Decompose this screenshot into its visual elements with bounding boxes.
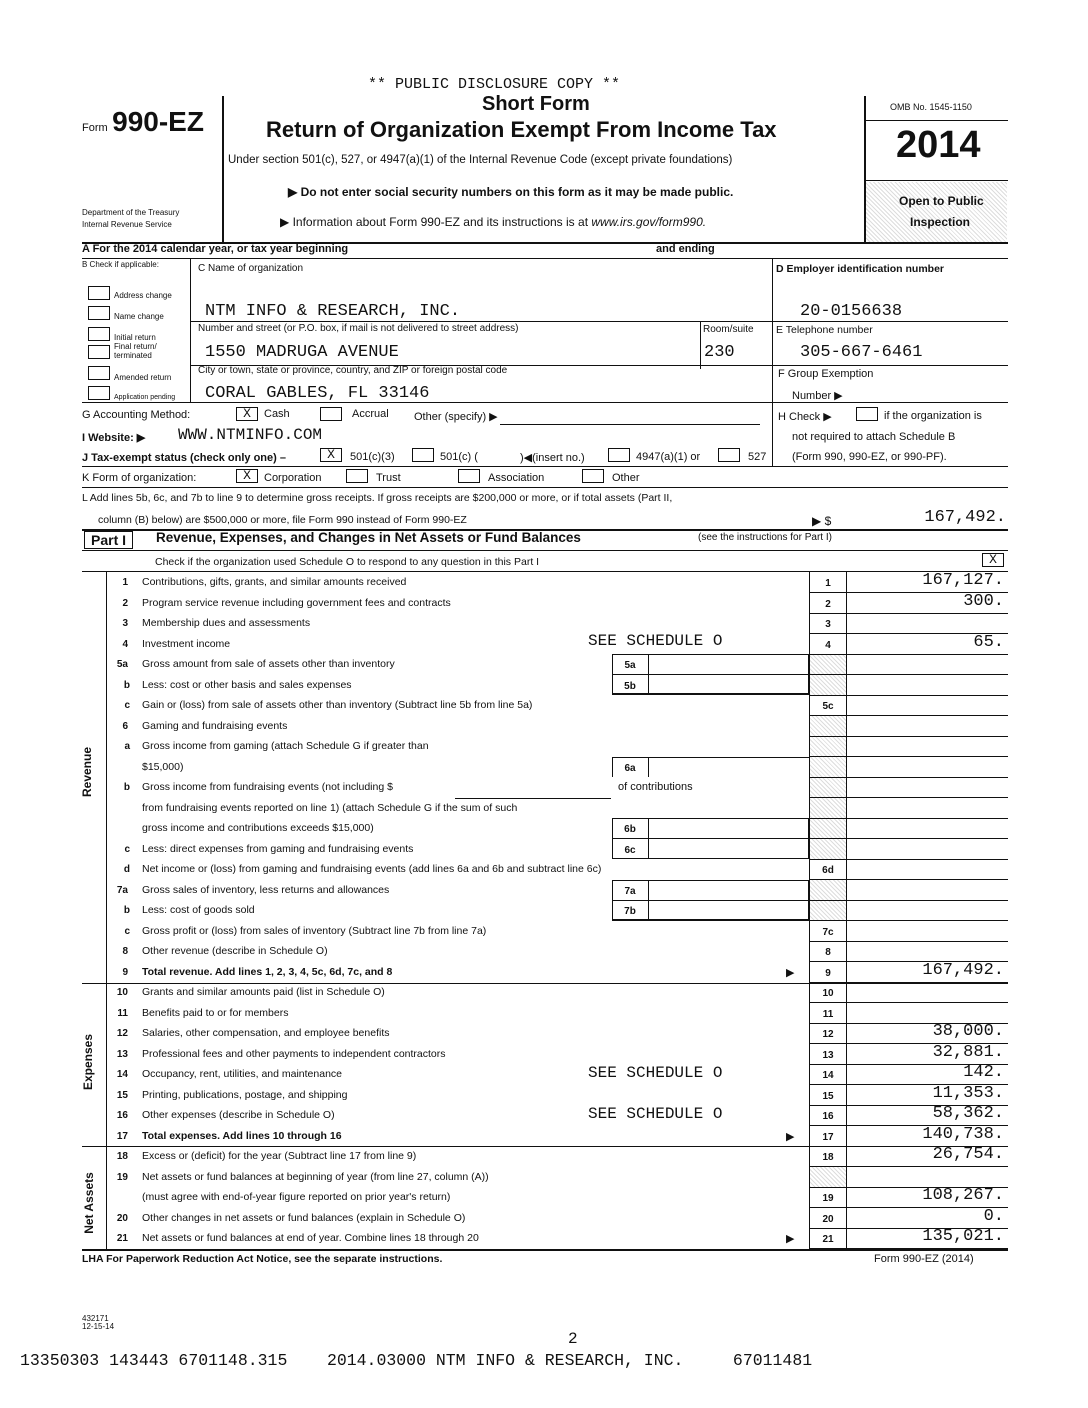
line-box-5a: 5a	[624, 660, 636, 671]
line-number: 13	[116, 1049, 128, 1060]
tax-exempt-label: J Tax-exempt status (check only one) –	[82, 452, 286, 464]
form-subtitle: Under section 501(c), 527, or 4947(a)(1) of the Internal Revenue Code (except private foundations)	[228, 154, 733, 166]
part1-badge: Part I	[84, 531, 133, 549]
line-l-arrow: ▶ $	[812, 514, 832, 528]
check-applicable-label: B Check if applicable:	[82, 260, 159, 269]
form-prefix: Form	[82, 122, 108, 134]
line-value-19[interactable]: 108,267.	[922, 1186, 1004, 1205]
line-number: 14	[116, 1069, 128, 1080]
line-number: c	[124, 844, 130, 855]
line-box-6c: 6c	[624, 845, 636, 856]
line-box-8: 8	[825, 947, 831, 958]
line-box-6d: 6d	[822, 865, 834, 876]
line-description: Net assets or fund balances at beginning of year (from line 27, column (A))	[142, 1171, 489, 1183]
lha-notice: LHA For Paperwork Reduction Act Notice, see the separate instructions.	[82, 1253, 443, 1265]
checkbox-address-change[interactable]	[88, 286, 110, 300]
form-label	[82, 106, 204, 138]
public-disclosure: ** PUBLIC DISCLOSURE COPY **	[368, 76, 621, 93]
line-description: Total revenue. Add lines 1, 2, 3, 4, 5c, 6d, 7c, and 8	[142, 966, 393, 978]
line-description: Gross profit or (loss) from sales of inventory (Subtract line 7b from line 7a)	[142, 925, 487, 937]
city-state-zip: CORAL GABLES, FL 33146	[205, 384, 430, 403]
line-number: 10	[116, 987, 128, 998]
line-description: Printing, publications, postage, and shipping	[142, 1089, 348, 1101]
line-value-18[interactable]: 26,754.	[932, 1145, 1004, 1164]
line-description: Professional fees and other payments to independent contractors	[142, 1048, 446, 1060]
website-value: WWW.NTMINFO.COM	[178, 426, 323, 444]
gross-receipts-value: 167,492.	[924, 508, 1006, 527]
line-number: b	[123, 905, 130, 916]
h-text-3: not required to attach Schedule B	[792, 431, 956, 443]
ssn-notice: ▶ Do not enter social security numbers on this form as it may be made public.	[288, 185, 734, 199]
line-description: Program service revenue including government fees and contracts	[142, 597, 451, 609]
line-description: gross income and contributions exceeds $15,000)	[142, 822, 374, 834]
line-box-17: 17	[822, 1132, 834, 1143]
line-value-13[interactable]: 32,881.	[932, 1043, 1004, 1062]
line-description: from fundraising events reported on line 1) (attach Schedule G if the sum of such	[142, 802, 518, 814]
line-value-20[interactable]: 0.	[983, 1207, 1004, 1226]
line-number: 3	[122, 618, 128, 629]
org-name-label: C Name of organization	[198, 263, 304, 274]
line-box-11: 11	[822, 1009, 834, 1020]
checkbox-amended-return[interactable]	[88, 366, 110, 380]
net-assets-side-label: Net Assets	[81, 1172, 96, 1234]
checkbox-schedule-b[interactable]	[856, 407, 878, 421]
line-number: 9	[122, 967, 128, 978]
label-address-change: Address change	[114, 291, 172, 300]
line-box-2: 2	[825, 599, 831, 610]
checkbox-association[interactable]	[458, 469, 480, 483]
label-insert-no: )◀(insert no.)	[520, 452, 585, 464]
line-description: Investment income	[142, 638, 231, 650]
irs-label: Internal Revenue Service	[82, 220, 172, 229]
label-501c3: 501(c)(3)	[350, 451, 395, 463]
h-text-2: if the organization is	[884, 410, 982, 422]
checkbox-other-org[interactable]	[582, 469, 604, 483]
line-value-17[interactable]: 140,738.	[922, 1125, 1004, 1144]
form-footer: Form 990-EZ (2014)	[874, 1253, 974, 1265]
line-description: Gaming and fundraising events	[142, 720, 288, 732]
line-description: (must agree with end-of-year figure reported on prior year's return)	[142, 1191, 451, 1203]
irs-link[interactable]: www.irs.gov/form990.	[591, 215, 707, 229]
contributions-label: of contributions	[618, 781, 693, 793]
city-label: City or town, state or province, country, and ZIP or foreign postal code	[198, 365, 508, 376]
line-description: Gross amount from sale of assets other than inventory	[142, 658, 395, 670]
open-public-box	[865, 182, 1007, 242]
line-number: 8	[122, 946, 128, 957]
line-description: Gain or (loss) from sale of assets other than inventory (Subtract line 5b from line 5a)	[142, 699, 533, 711]
line-box-7a: 7a	[624, 886, 636, 897]
line-description: Gross sales of inventory, less returns and allowances	[142, 884, 390, 896]
line-description: Membership dues and assessments	[142, 617, 311, 629]
line-number: 2	[122, 598, 128, 609]
line-value-16[interactable]: 58,362.	[932, 1104, 1004, 1123]
line-value-12[interactable]: 38,000.	[932, 1022, 1004, 1041]
label-accrual: Accrual	[352, 408, 389, 420]
checkbox-accrual[interactable]	[320, 407, 342, 421]
street-address: 1550 MADRUGA AVENUE	[205, 343, 399, 362]
line-box-20: 20	[822, 1214, 834, 1225]
label-trust: Trust	[376, 472, 401, 484]
line-box-9: 9	[825, 968, 831, 979]
line-description: Other expenses (describe in Schedule O)	[142, 1109, 335, 1121]
revenue-side-label: Revenue	[80, 746, 95, 798]
line-box-18: 18	[822, 1152, 834, 1163]
line-box-13: 13	[822, 1050, 834, 1061]
line-description: Net income or (loss) from gaming and fundraising events (add lines 6a and 6b and subtract line 6c)	[142, 863, 602, 875]
line-box-16: 16	[822, 1111, 834, 1122]
shade-19a	[810, 1167, 846, 1187]
label-4947: 4947(a)(1) or	[636, 451, 701, 463]
checkbox-corporation[interactable]: X	[236, 469, 258, 483]
line-value-21[interactable]: 135,021.	[922, 1227, 1004, 1246]
line-value-1[interactable]: 167,127.	[922, 571, 1004, 590]
line-number: b	[123, 782, 130, 793]
line-number: 17	[116, 1131, 128, 1142]
line-number: d	[123, 864, 130, 875]
arrow-icon: ▶	[786, 1233, 795, 1245]
line-value-2[interactable]: 300.	[963, 592, 1004, 611]
arrow-icon: ▶	[786, 967, 795, 979]
checkbox-527[interactable]	[718, 448, 740, 462]
line-number: a	[124, 741, 130, 752]
label-application-pending: Application pending	[114, 394, 176, 401]
line-box-19: 19	[822, 1193, 834, 1204]
checkbox-501c[interactable]	[412, 448, 434, 462]
line-description: Salaries, other compensation, and employee benefits	[142, 1027, 390, 1039]
row-a-ending: and ending	[656, 243, 715, 255]
line-box-6b: 6b	[624, 824, 636, 835]
checkbox-501c3[interactable]: X	[320, 448, 342, 462]
info-notice: ▶ Information about Form 990-EZ and its instructions is at www.irs.gov/form990.	[280, 215, 707, 229]
label-other-specify: Other (specify) ▶	[414, 411, 498, 423]
line-number: 1	[122, 577, 128, 588]
line-number: b	[123, 680, 130, 691]
line-box-15: 15	[822, 1091, 834, 1102]
row-a: A For the 2014 calendar year, or tax year beginning	[82, 243, 349, 255]
page-number: 2	[568, 1330, 578, 1348]
line-box-14: 14	[822, 1070, 834, 1081]
line-description: Occupancy, rent, utilities, and maintenance	[142, 1068, 342, 1080]
org-name: NTM INFO & RESEARCH, INC.	[205, 302, 461, 321]
line-box-5b: 5b	[624, 681, 636, 692]
ein-value: 20-0156638	[800, 302, 903, 321]
line-description: Gross income from fundraising events (not including $	[142, 781, 393, 793]
line-number: c	[124, 926, 130, 937]
open-public-1: Open to Public	[899, 194, 984, 208]
line-number: 15	[116, 1090, 128, 1101]
label-501c: 501(c) (	[440, 451, 478, 463]
line-number: 18	[116, 1151, 128, 1162]
line-description: Grants and similar amounts paid (list in Schedule O)	[142, 986, 385, 998]
line-number: c	[124, 700, 130, 711]
line-value-14[interactable]: 142.	[963, 1063, 1004, 1082]
line-description: Benefits paid to or for members	[142, 1007, 289, 1019]
line-box-10: 10	[822, 988, 834, 999]
schedule-o-ref-4: SEE SCHEDULE O	[588, 632, 723, 650]
line-number: 6	[122, 721, 128, 732]
website-label: I Website: ▶	[82, 432, 146, 444]
checkbox-application-pending[interactable]	[88, 386, 110, 400]
label-association: Association	[488, 472, 545, 484]
line-box-4: 4	[825, 640, 831, 651]
form-name: 990-EZ	[112, 106, 204, 137]
bottom-tracking-line: 13350303 143443 6701148.315 2014.03000 NTM INFO & RESEARCH, INC. 67011481	[20, 1351, 813, 1370]
form-of-org-label: K Form of organization:	[82, 472, 197, 484]
line-box-1: 1	[825, 578, 831, 589]
line-value-4[interactable]: 65.	[973, 633, 1004, 652]
line-description: Less: direct expenses from gaming and fundraising events	[142, 843, 414, 855]
footer-code-2: 12-15-14	[82, 1322, 115, 1331]
checkbox-initial-return[interactable]	[88, 327, 110, 341]
expenses-side-label: Expenses	[81, 1033, 96, 1091]
line-description: Less: cost or other basis and sales expenses	[142, 679, 352, 691]
label-other-org: Other	[612, 472, 640, 484]
label-amended-return: Amended return	[114, 373, 172, 382]
main-title: Return of Organization Exempt From Income Tax	[266, 117, 777, 142]
line-number: 21	[116, 1233, 128, 1244]
line-box-5c: 5c	[822, 701, 834, 712]
checkbox-name-change[interactable]	[88, 306, 110, 320]
line-box-7b: 7b	[624, 906, 636, 917]
line-description: Net assets or fund balances at end of year. Combine lines 18 through 20	[142, 1232, 479, 1244]
omb-number: OMB No. 1545-1150	[890, 102, 972, 112]
schedule-o-check-line: Check if the organization used Schedule O to respond to any question in this Part I	[155, 556, 540, 568]
line-box-21: 21	[822, 1234, 834, 1245]
line-box-3: 3	[825, 619, 831, 630]
room-label: Room/suite	[703, 324, 754, 335]
part1-title-note: (see the instructions for Part I)	[698, 532, 832, 543]
label-corporation: Corporation	[264, 472, 322, 484]
schedule-o-ref-16: SEE SCHEDULE O	[588, 1105, 723, 1123]
part1-title: Revenue, Expenses, and Changes in Net Assets or Fund Balances	[156, 530, 581, 545]
label-cash: Cash	[264, 408, 290, 420]
h-check-label: H Check ▶	[778, 411, 832, 423]
line-description: Total expenses. Add lines 10 through 16	[142, 1130, 342, 1142]
line-description: Excess or (deficit) for the year (Subtract line 17 from line 9)	[142, 1150, 417, 1162]
dept-treasury: Department of the Treasury	[82, 208, 180, 217]
ein-label: D Employer identification number	[776, 263, 945, 275]
line-number: 20	[116, 1213, 128, 1224]
label-initial-return: Initial return	[114, 333, 156, 342]
line-l-text-1: L Add lines 5b, 6c, and 7b to line 9 to determine gross receipts. If gross receipts are $200,000 or more, or if total assets (Part II,	[82, 492, 673, 504]
line-box-6a: 6a	[624, 763, 636, 774]
label-final-return: Final return/ terminated	[114, 342, 157, 360]
phone-value: 305-667-6461	[800, 343, 923, 362]
tax-year: 2014	[896, 124, 981, 166]
line-l-text-2: column (B) below) are $500,000 or more, file Form 990 instead of Form 990-EZ	[98, 514, 467, 526]
line-description: Less: cost of goods sold	[142, 904, 255, 916]
schedule-o-ref-14: SEE SCHEDULE O	[588, 1064, 723, 1082]
line-description: Other revenue (describe in Schedule O)	[142, 945, 328, 957]
open-public-2: Inspection	[910, 215, 971, 229]
line-number: 5a	[116, 659, 128, 670]
line-description: Gross income from gaming (attach Schedule G if greater than	[142, 740, 429, 752]
line-box-12: 12	[822, 1029, 834, 1040]
phone-label: E Telephone number	[776, 324, 873, 336]
short-form-title: Short Form	[482, 93, 590, 115]
label-527: 527	[748, 451, 767, 463]
checkbox-schedule-o[interactable]: X	[982, 553, 1004, 567]
line-number: 11	[117, 1008, 128, 1019]
group-exemption-label: F Group Exemption	[778, 368, 874, 380]
line-number: 4	[122, 639, 128, 650]
label-name-change: Name change	[114, 312, 164, 321]
accounting-method-label: G Accounting Method:	[82, 409, 191, 421]
line-number: 12	[116, 1028, 128, 1039]
checkbox-trust[interactable]	[346, 469, 368, 483]
checkbox-cash[interactable]: X	[236, 407, 258, 421]
footer-code-1: 432171	[82, 1314, 109, 1323]
room-suite: 230	[704, 343, 735, 362]
line-description: Contributions, gifts, grants, and similar amounts received	[142, 576, 407, 588]
line-description: $15,000)	[142, 761, 184, 773]
line-value-9[interactable]: 167,492.	[922, 961, 1004, 980]
line-number: 19	[116, 1172, 128, 1183]
arrow-icon: ▶	[786, 1131, 795, 1143]
group-exemption-number: Number ▶	[792, 390, 843, 402]
h-text-4: (Form 990, 990-EZ, or 990-PF).	[792, 451, 947, 463]
line-number: 16	[116, 1110, 128, 1121]
line-value-15[interactable]: 11,353.	[932, 1084, 1004, 1103]
checkbox-4947[interactable]	[608, 448, 630, 462]
checkbox-final-return[interactable]	[88, 345, 110, 359]
street-label: Number and street (or P.O. box, if mail is not delivered to street address)	[198, 323, 519, 334]
line-number: 7a	[116, 885, 128, 896]
line-description: Other changes in net assets or fund balances (explain in Schedule O)	[142, 1212, 466, 1224]
line-box-7c: 7c	[822, 927, 834, 938]
